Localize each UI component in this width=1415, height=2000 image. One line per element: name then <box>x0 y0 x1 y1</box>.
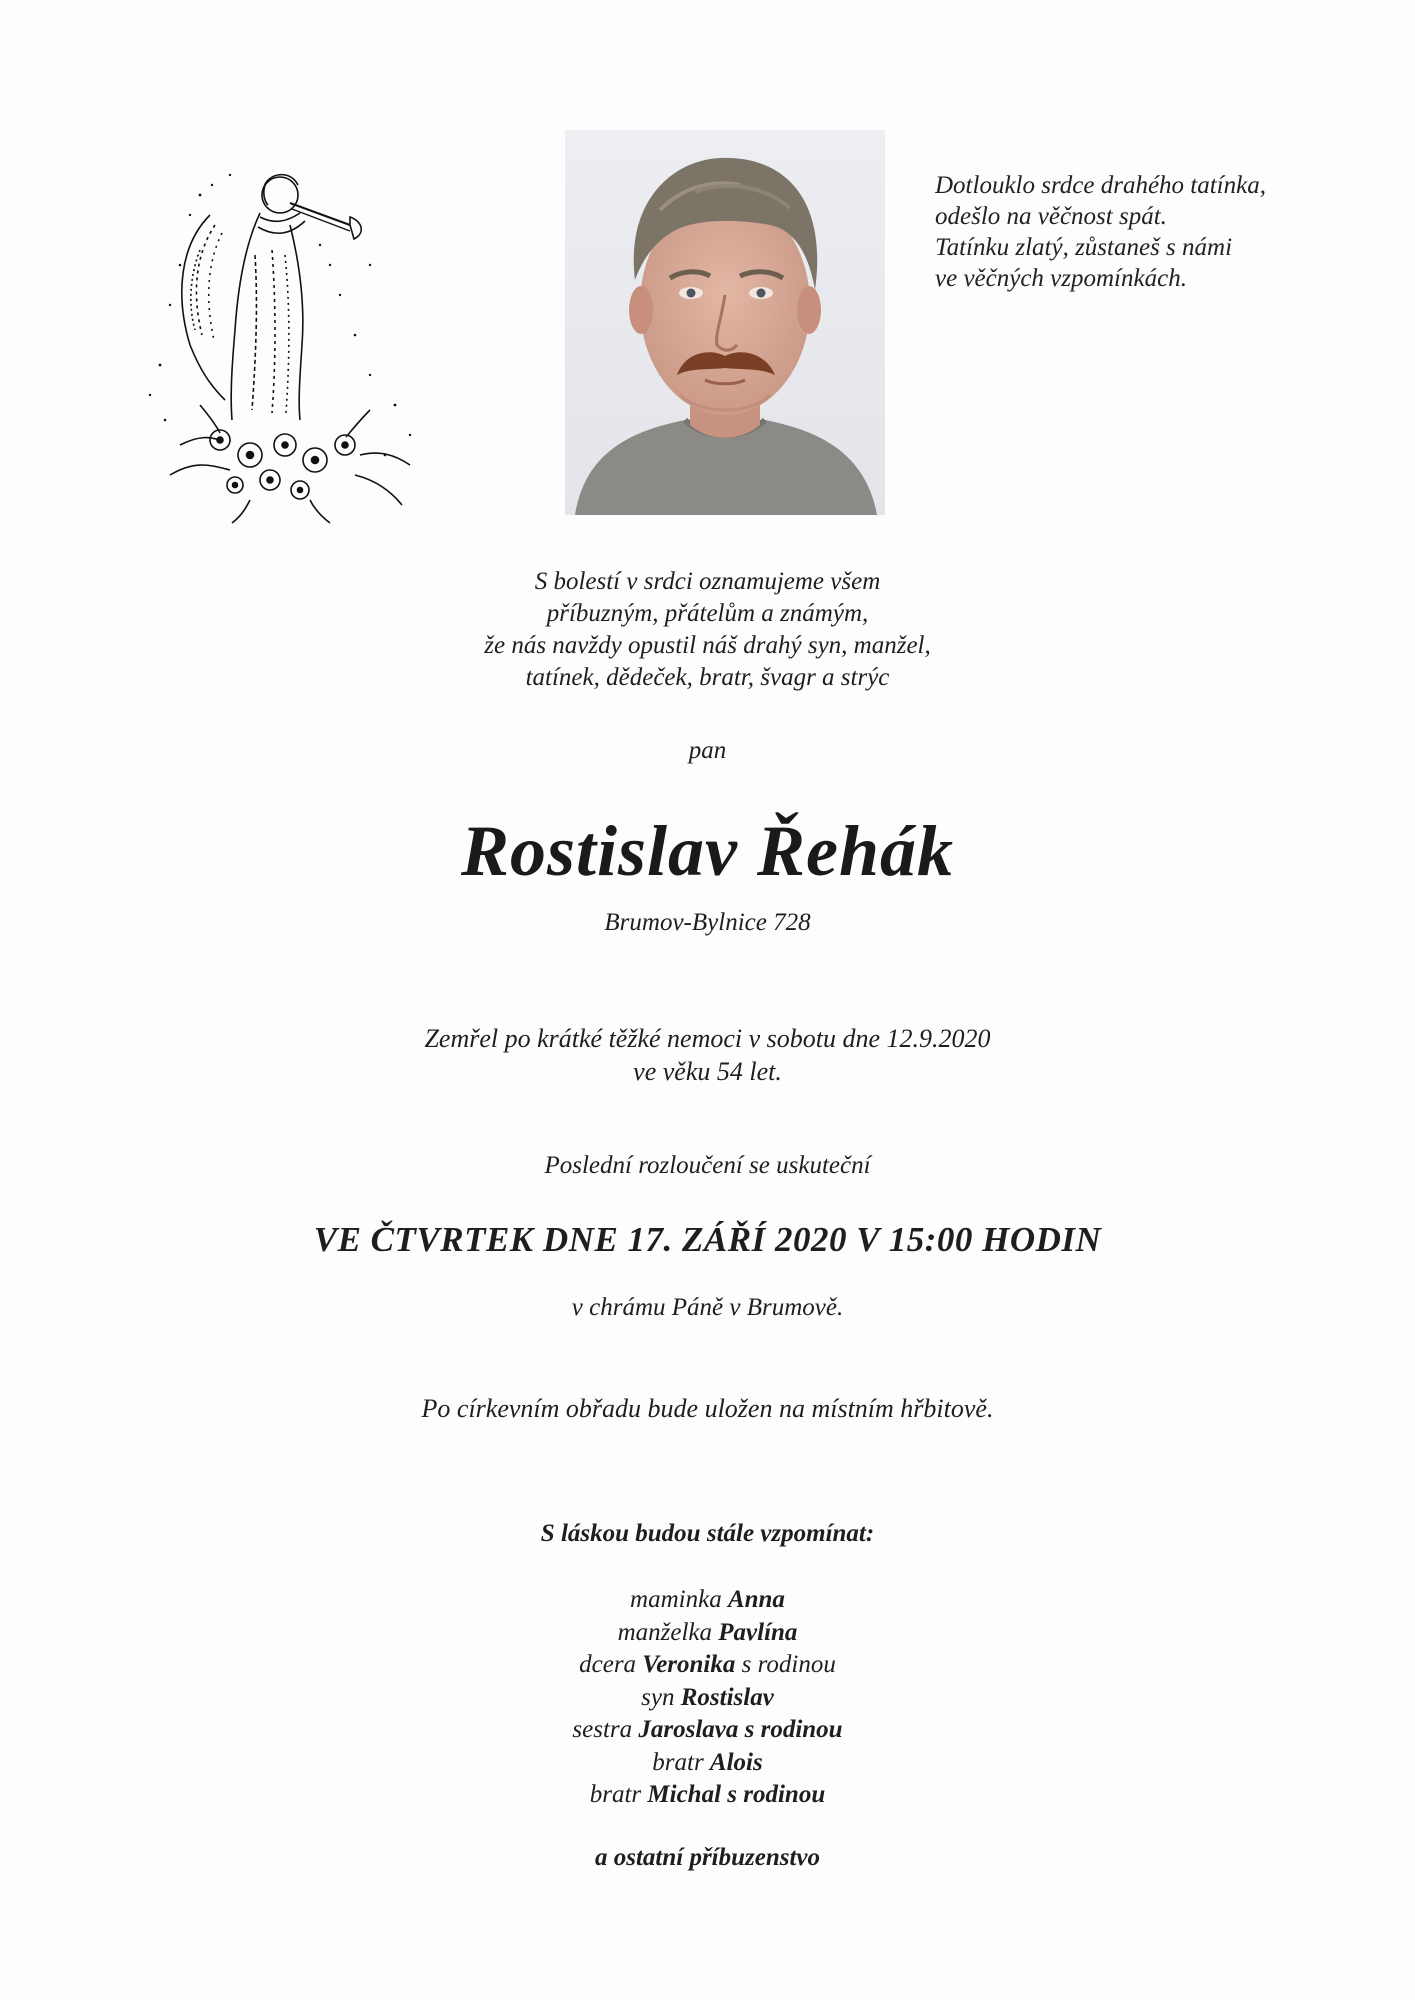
intro-line: tatínek, dědeček, bratr, švagr a strýc <box>525 664 890 691</box>
poem-line: Tatínku zlatý, zůstaneš s námi <box>935 234 1233 261</box>
announcement-intro <box>0 566 1415 694</box>
mourner-suffix: s rodinou <box>741 1651 836 1678</box>
mourner-relation: manželka <box>617 1618 712 1646</box>
mourner-relation: dcera <box>579 1651 637 1678</box>
mourner-name: Jaroslava s rodinou <box>638 1716 843 1743</box>
poem-line: odešlo na věčnost spát. <box>935 203 1167 230</box>
intro-line: příbuzným, přátelům a známým, <box>546 600 869 627</box>
mourner-name: Rostislav <box>680 1683 774 1711</box>
mourner-name: Michal s rodinou <box>647 1781 826 1808</box>
portrait-photo <box>565 130 885 515</box>
mourner-name: Pavlína <box>718 1618 798 1646</box>
intro-line: že nás navždy opustil náš drahý syn, manžel, <box>484 632 931 659</box>
mourner-item <box>0 1682 1415 1715</box>
mourner-name: Veronika <box>642 1651 736 1678</box>
poem-line: Dotlouklo srdce drahého tatínka, <box>935 172 1266 199</box>
death-line: Zemřel po krátké těžké nemoci v sobotu dne 12.9.2020 <box>424 1024 991 1053</box>
title-word: pan <box>688 737 727 764</box>
mourner-item <box>0 1714 1415 1747</box>
mourner-item <box>0 1617 1415 1650</box>
mourner-name: Alois <box>709 1748 763 1776</box>
mourner-relation: syn <box>641 1683 675 1711</box>
other-relatives: a ostatní příbuzenstvo <box>594 1844 821 1871</box>
death-line: ve věku 54 let. <box>633 1057 782 1086</box>
farewell-datetime: VE ČTVRTEK DNE 17. ZÁŘÍ 2020 V 15:00 HODIN <box>313 1220 1102 1259</box>
farewell-place: v chrámu Páně v Brumově. <box>571 1294 844 1321</box>
memorial-poem <box>935 170 1375 294</box>
mourners-heading: S láskou budou stále vzpomínat: <box>540 1520 875 1547</box>
deceased-address: Brumov-Bylnice 728 <box>604 909 811 936</box>
mourner-item <box>0 1649 1415 1682</box>
mourner-relation: sestra <box>572 1716 633 1743</box>
mourner-item <box>0 1584 1415 1617</box>
mourner-name: Anna <box>727 1586 785 1613</box>
mourner-item <box>0 1747 1415 1780</box>
deceased-name: Rostislav Řehák <box>460 811 955 891</box>
mourner-item <box>0 1779 1415 1812</box>
mourner-relation: maminka <box>630 1586 722 1613</box>
mourner-relation: bratr <box>589 1781 642 1808</box>
angel-illustration <box>140 155 430 525</box>
mourners-list <box>0 1584 1415 1812</box>
death-notice <box>0 1022 1415 1088</box>
burial-note: Po církevním obřadu bude uložen na místním hřbitově. <box>421 1394 994 1423</box>
mourner-relation: bratr <box>652 1748 704 1776</box>
poem-line: ve věčných vzpomínkách. <box>935 265 1187 292</box>
intro-line: S bolestí v srdci oznamujeme všem <box>534 568 881 595</box>
farewell-intro: Poslední rozloučení se uskuteční <box>544 1152 871 1179</box>
